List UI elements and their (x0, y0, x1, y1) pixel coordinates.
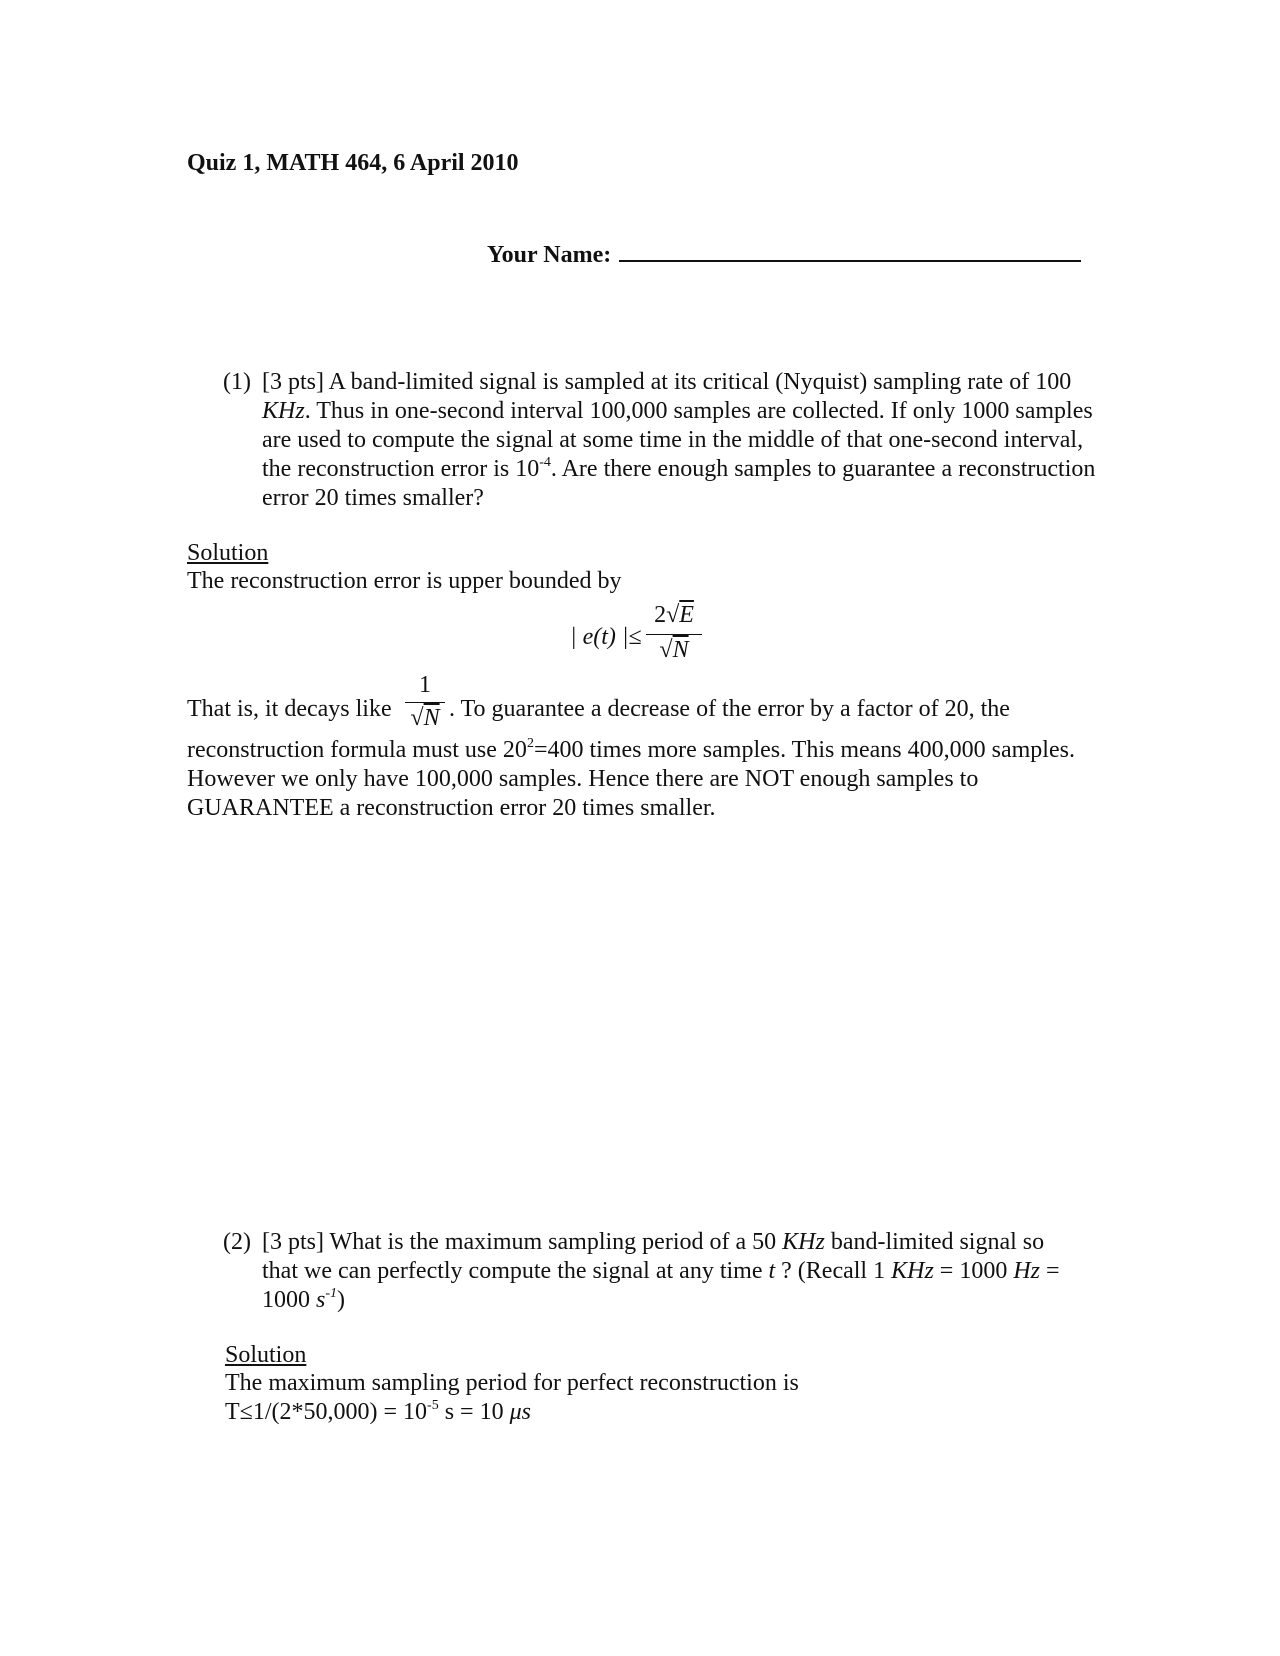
result-text-part: s = 10 (438, 1399, 510, 1425)
conclusion-text-part: =400 times more samples. This means 400,000 samples. However we only have 100,000 samples. Hence there are NOT enough samples to GUARANTEE a reconstruction error 20 times smaller. (187, 737, 1075, 821)
result-exponent: -5 (427, 1398, 439, 1413)
q2-text-part: band-limited signal so that we can perfectly compute the signal at any time (262, 1229, 1045, 1284)
formula-lhs: | e(t) |≤ (570, 624, 642, 650)
q2-exponent: -1 (325, 1286, 338, 1301)
decay-den-root: √ (410, 705, 424, 731)
q1-text-part: . Are there enough samples to guarantee a reconstruction error 20 times smaller? (262, 456, 1096, 511)
q2-text-part: = 1000 (933, 1258, 1014, 1284)
q2-unit: Hz (1013, 1258, 1041, 1284)
name-label: Your Name: (487, 242, 612, 268)
decay-line (187, 672, 1087, 732)
formula-denominator (646, 637, 702, 664)
decay-lead-text: That is, it decays like (187, 696, 392, 722)
fraction-bar (646, 634, 702, 635)
question-2-number: (2) (223, 1229, 251, 1255)
question-2-text (223, 1228, 1083, 1315)
q2-var: t (768, 1258, 776, 1284)
numerator-coef: 2√ (654, 602, 680, 628)
quiz-title: Quiz 1, MATH 464, 6 April 2010 (187, 150, 519, 176)
q2-text-part: ? (Recall 1 (775, 1258, 892, 1284)
conclusion-text-part: reconstruction formula must use 20 (187, 737, 527, 763)
decay-fraction-bar (405, 702, 445, 703)
q1-unit: KHz (262, 398, 305, 424)
formula-fraction (646, 602, 702, 664)
question-1 (223, 368, 1103, 513)
numerator-var: E (679, 602, 694, 628)
q1-text-part: [3 pts] A band-limited signal is sampled at its critical (Nyquist) sampling rate of 100 (262, 369, 1072, 395)
solution-2-result (225, 1398, 531, 1427)
q2-text-part: ) (337, 1287, 346, 1313)
q1-exponent: -4 (539, 455, 551, 470)
question-2 (223, 1228, 1083, 1315)
formula-numerator (646, 602, 702, 632)
q2-unit: KHz (891, 1258, 934, 1284)
q2-unit: s (316, 1287, 326, 1313)
q2-text-part: = 1000 (262, 1258, 1060, 1313)
name-field-row (487, 236, 1081, 269)
solution-2-intro: The maximum sampling period for perfect reconstruction is (225, 1370, 799, 1396)
question-1-number: (1) (223, 369, 251, 395)
q2-text-part: [3 pts] What is the maximum sampling period of a 50 (262, 1229, 783, 1255)
solution-1-heading: Solution (187, 540, 269, 566)
q1-text-part: . Thus in one-second interval 100,000 samples are collected. If only 1000 samples are used to compute the signal at some time in the middle of that one-second interval, the reconstruction error is 10 (262, 398, 1093, 482)
solution-2-heading: Solution (225, 1342, 307, 1368)
decay-denominator (410, 705, 439, 731)
conclusion-exponent: 2 (526, 736, 534, 751)
decay-fraction (405, 672, 445, 732)
decay-numerator: 1 (419, 672, 431, 698)
q2-unit: KHz (782, 1229, 825, 1255)
solution-1-conclusion (187, 736, 1107, 823)
decay-den-var: N (423, 705, 440, 731)
result-unit: μs (509, 1399, 531, 1425)
name-blank-line (619, 236, 1081, 262)
result-text-part: T≤1/(2*50,000) = 10 (225, 1399, 428, 1425)
denominator-var: N (672, 637, 689, 663)
solution-1-intro: The reconstruction error is upper bounded by (187, 568, 622, 594)
decay-trail-text: . To guarantee a decrease of the error by a factor of 20, the (449, 696, 1010, 722)
question-1-text (223, 368, 1103, 513)
denominator-root: √ (659, 637, 673, 663)
